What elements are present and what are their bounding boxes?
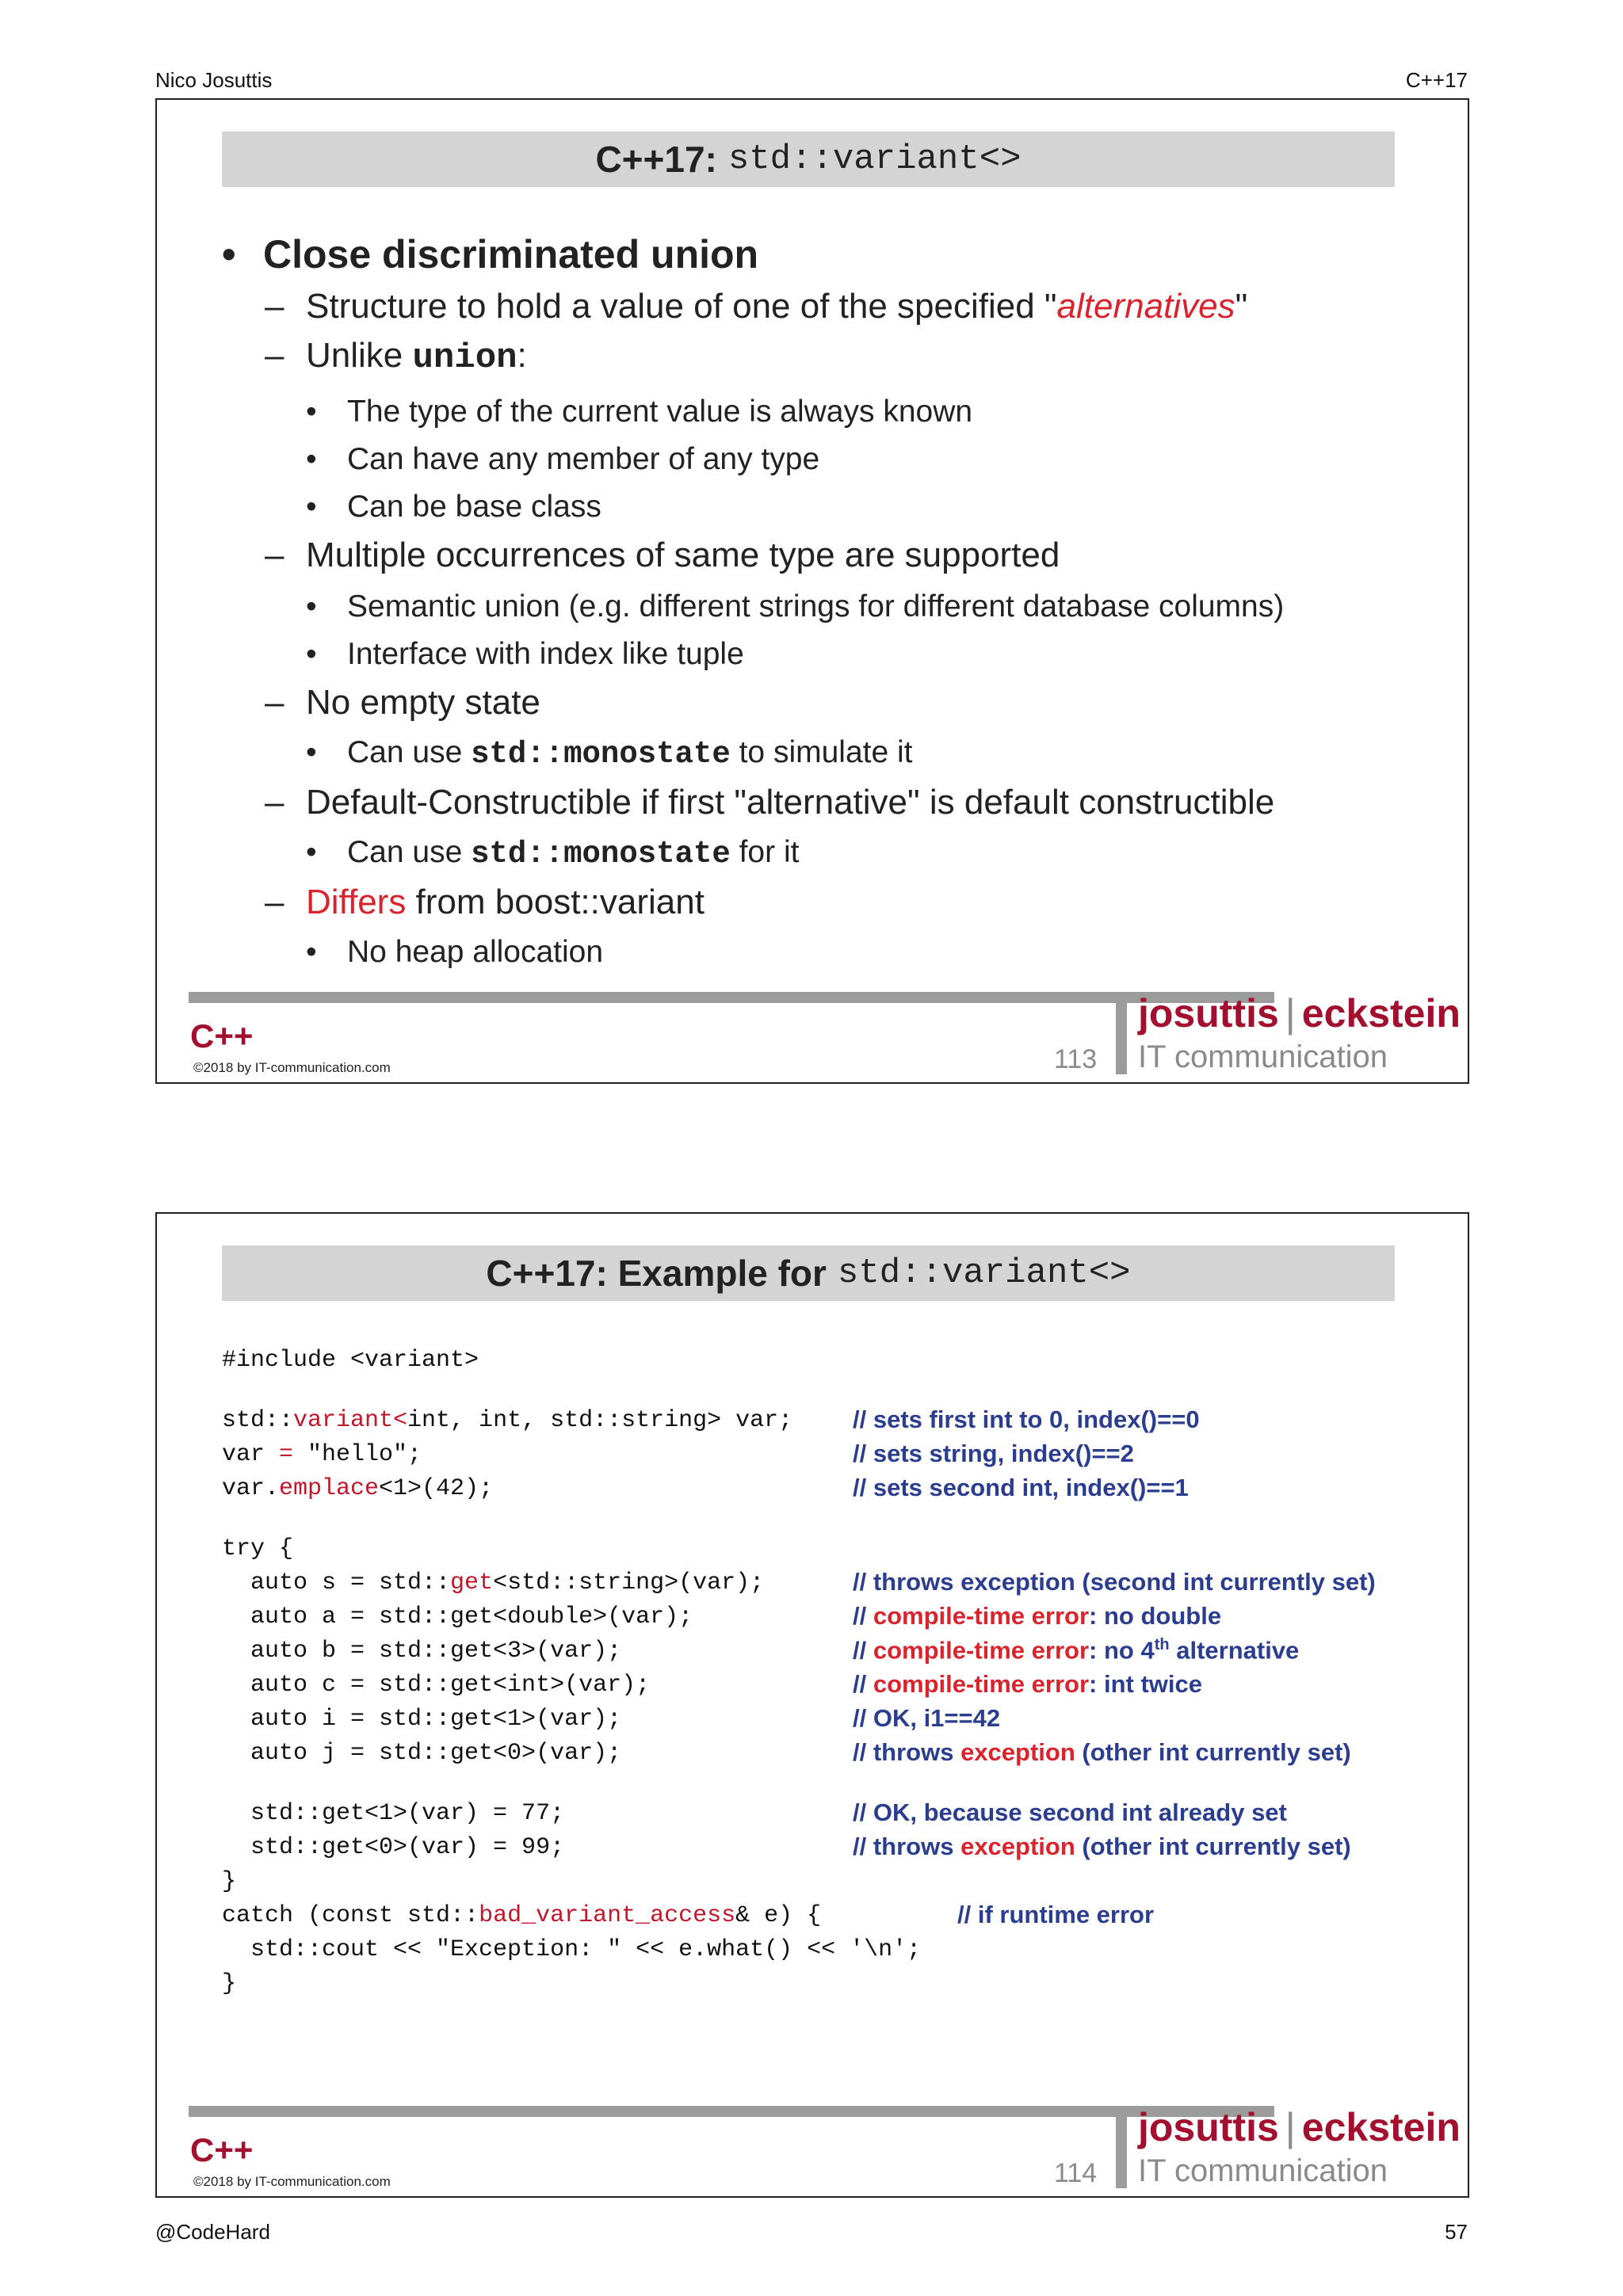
bullet-dot-icon: •: [306, 490, 317, 524]
slide-title-text: C++17: Example for: [486, 1253, 827, 1294]
dash-icon: –: [265, 883, 285, 921]
bullet-text: Can use: [347, 735, 472, 769]
slide-title: [222, 132, 1395, 187]
code-line: std::variant<int, int, std::string> var;: [222, 1407, 793, 1434]
bullet-text: The type of the current value is always known: [347, 395, 973, 429]
bullet-code: union: [412, 338, 517, 378]
bullet-level3: [306, 589, 1284, 624]
bullet-text: Can have any member of any type: [347, 442, 820, 476]
brand-subtitle: IT communication: [1138, 1039, 1388, 1074]
bullet-emphasis: alternatives: [1056, 287, 1235, 326]
code-comment: // throws exception (second int currently set): [853, 1568, 1376, 1596]
bullet-dot-icon: •: [306, 735, 317, 769]
bullet-text: to simulate it: [730, 735, 913, 769]
dash-icon: –: [265, 783, 285, 822]
slide-title: [222, 1245, 1395, 1301]
brand-logo: josuttis | eckstein: [1138, 991, 1461, 1035]
code-line: std::get<1>(var) = 77;: [222, 1800, 565, 1827]
code-line: auto a = std::get<double>(var);: [222, 1604, 693, 1630]
code-comment: // throws exception (other int currently set): [853, 1833, 1351, 1860]
bullet-text: No heap allocation: [347, 935, 604, 969]
slide-page-number: 113: [1054, 1044, 1098, 1074]
slide-page-number: 114: [1054, 2158, 1098, 2188]
bullet-level2: [265, 287, 1247, 326]
bullet-level2: [265, 883, 705, 922]
footer-bar: [189, 2106, 1274, 2117]
code-comment: // if runtime error: [957, 1901, 1155, 1928]
code-comment: // sets second int, index()==1: [853, 1474, 1189, 1501]
code-line: #include <variant>: [222, 1347, 479, 1374]
slide-113: [155, 98, 1469, 1084]
code-line: var = "hello";: [222, 1441, 422, 1468]
cpp-logo: C++: [190, 1017, 254, 1055]
code-line: auto i = std::get<1>(var);: [222, 1706, 622, 1733]
bullet-text: Interface with index like tuple: [347, 637, 744, 671]
bullet-emphasis: Differs: [306, 883, 407, 921]
copyright: ©2018 by IT-communication.com: [193, 2174, 391, 2189]
code-comment: // sets string, index()==2: [853, 1440, 1134, 1467]
bullet-level3: [306, 637, 744, 672]
bullet-level2: [265, 336, 527, 378]
bullet-level3: [306, 835, 799, 871]
bullet-text: Unlike: [306, 336, 413, 375]
bullet-dot-icon: •: [306, 442, 317, 476]
bullet-text: from boost::variant: [406, 883, 705, 921]
bullet-dot-icon: •: [306, 395, 317, 429]
bullet-text: Close discriminated union: [263, 232, 759, 277]
dash-icon: –: [265, 536, 285, 574]
bullet-dot-icon: •: [222, 232, 236, 277]
bullet-text: :: [517, 336, 527, 375]
cpp-logo: C++: [190, 2131, 254, 2168]
bullet-text: ": [1235, 287, 1248, 326]
bullet-level2: [265, 683, 540, 723]
code-comment: // OK, i1==42: [853, 1704, 1001, 1732]
footer-bar: [189, 992, 1274, 1003]
code-comment: // OK, because second int already set: [853, 1798, 1287, 1826]
code-line: }: [222, 1868, 237, 1895]
brand-subtitle: IT communication: [1138, 2153, 1388, 2188]
bullet-text: Default-Constructible if first "alternative" is default constructible: [306, 783, 1275, 822]
slide-title-code: std::variant<>: [837, 1253, 1131, 1293]
code-line: auto j = std::get<0>(var);: [222, 1740, 622, 1767]
page-header-topic: C++17: [1405, 68, 1468, 92]
brand-logo: josuttis | eckstein: [1138, 2105, 1461, 2149]
code-line: var.emplace<1>(42);: [222, 1475, 494, 1502]
bullet-level3: [306, 442, 819, 477]
bullet-text: Semantic union (e.g. different strings for different database columns): [347, 589, 1285, 624]
bullet-level1: [222, 231, 758, 277]
bullet-level3: [306, 735, 913, 772]
code-line: auto b = std::get<3>(var);: [222, 1638, 622, 1665]
footer-divider: [1116, 992, 1127, 1074]
page-header-author: Nico Josuttis: [155, 68, 273, 92]
bullet-level2: [265, 536, 1060, 575]
bullet-level3: [306, 490, 601, 524]
copyright: ©2018 by IT-communication.com: [193, 1060, 391, 1075]
code-line: catch (const std::bad_variant_access& e) {: [222, 1902, 822, 1929]
bullet-level2: [265, 783, 1274, 822]
code-comment: // compile-time error: no 4th alternative: [853, 1636, 1300, 1665]
page-footer-number: 57: [1445, 2220, 1468, 2244]
dash-icon: –: [265, 683, 285, 722]
code-line: std::cout << "Exception: " << e.what() << '\n';: [222, 1936, 922, 1963]
bullet-text: No empty state: [306, 683, 540, 722]
bullet-dot-icon: •: [306, 589, 317, 624]
code-line: std::get<0>(var) = 99;: [222, 1834, 565, 1861]
bullet-dot-icon: •: [306, 935, 317, 969]
footer-divider: [1116, 2106, 1127, 2188]
code-line: }: [222, 1970, 237, 1997]
slide-title-code: std::variant<>: [727, 139, 1022, 179]
page-footer-handle: @CodeHard: [155, 2220, 270, 2244]
bullet-level3: [306, 935, 603, 970]
bullet-dot-icon: •: [306, 835, 317, 869]
code-comment: // throws exception (other int currently set): [853, 1738, 1351, 1766]
bullet-text: Can be base class: [347, 490, 601, 524]
code-comment: // sets first int to 0, index()==0: [853, 1405, 1200, 1433]
bullet-level3: [306, 395, 972, 429]
code-line: auto s = std::get<std::string>(var);: [222, 1569, 765, 1596]
code-line: try {: [222, 1535, 294, 1562]
bullet-text: Can use: [347, 835, 472, 869]
code-comment: // compile-time error: int twice: [853, 1670, 1202, 1698]
bullet-dot-icon: •: [306, 637, 317, 671]
bullet-text: for it: [730, 835, 800, 869]
code-comment: // compile-time error: no double: [853, 1602, 1222, 1630]
bullet-text: Multiple occurrences of same type are supported: [306, 536, 1060, 574]
bullet-code: std::monostate: [471, 737, 731, 772]
dash-icon: –: [265, 287, 285, 326]
bullet-code: std::monostate: [471, 837, 731, 871]
bullet-text: Structure to hold a value of one of the specified ": [306, 287, 1057, 326]
slide-title-text: C++17:: [595, 139, 717, 180]
slide-114: [155, 1212, 1469, 2198]
dash-icon: –: [265, 336, 285, 375]
code-line: auto c = std::get<int>(var);: [222, 1672, 651, 1699]
